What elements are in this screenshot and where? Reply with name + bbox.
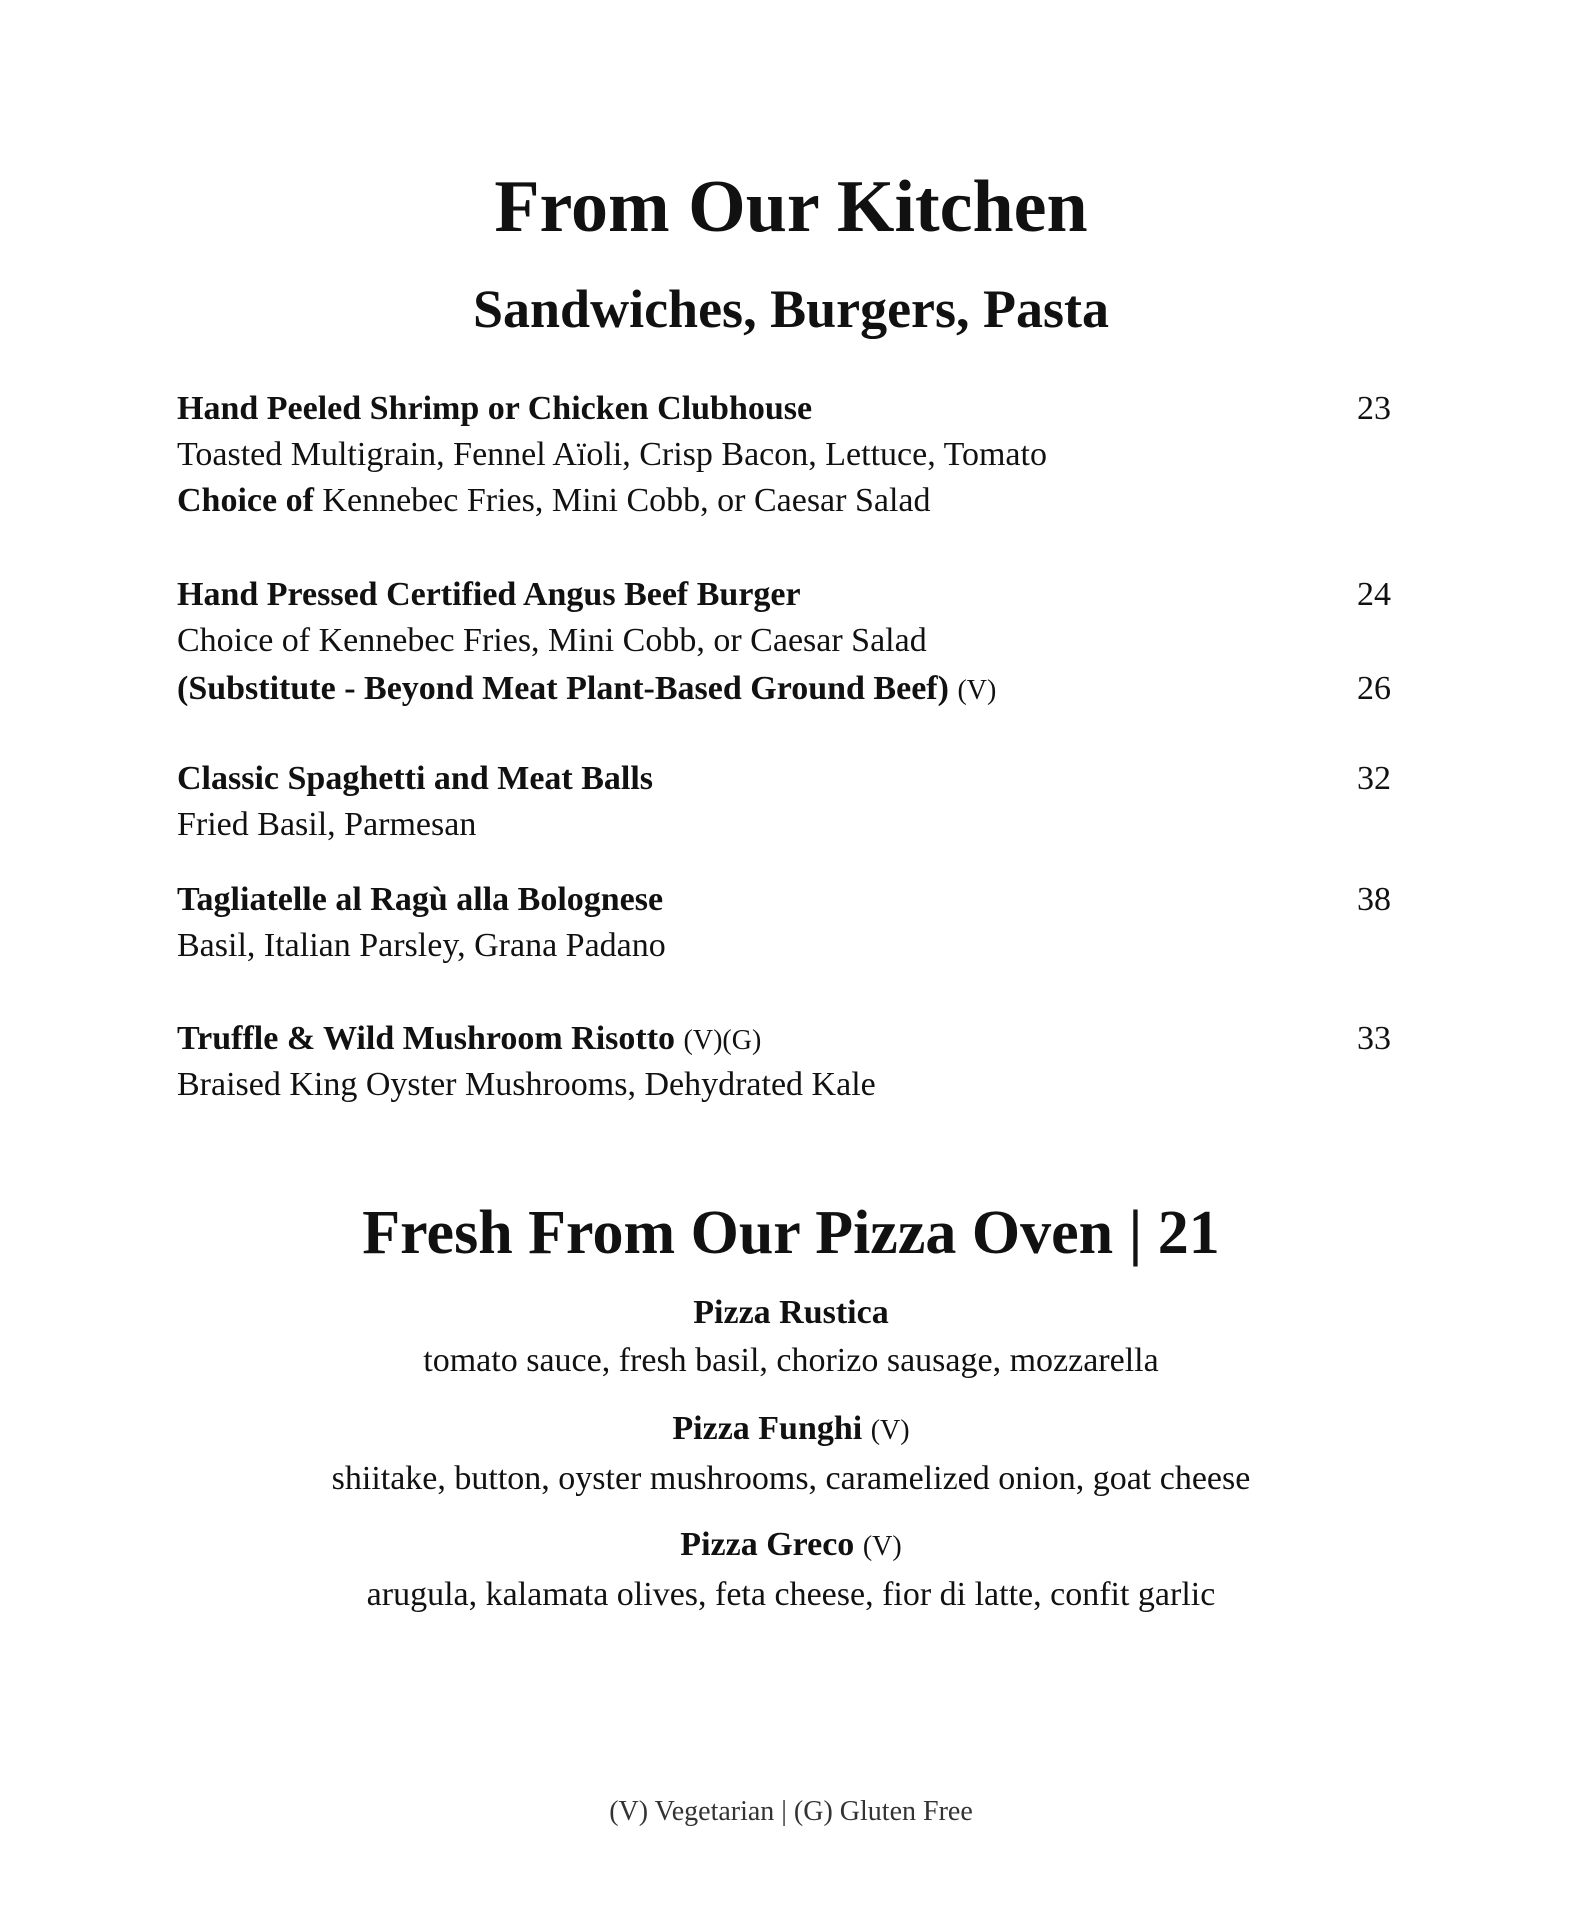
menu-item-name: Hand Peeled Shrimp or Chicken Clubhouse bbox=[177, 390, 813, 427]
pizza-item bbox=[0, 1522, 1582, 1618]
menu-item-header bbox=[177, 756, 1391, 802]
menu-item-name: Truffle & Wild Mushroom Risotto bbox=[177, 1020, 676, 1057]
menu-item-name: Classic Spaghetti and Meat Balls bbox=[177, 760, 654, 797]
menu-item-diet-tag: (V)(G) bbox=[683, 1025, 762, 1056]
pizza-item-description: tomato sauce, fresh basil, chorizo sausage, mozzarella bbox=[423, 1342, 1159, 1379]
choice-text: Kennebec Fries, Mini Cobb, or Caesar Salad bbox=[313, 482, 931, 519]
menu-item-description: Fried Basil, Parmesan bbox=[177, 806, 477, 843]
menu-item-description: Toasted Multigrain, Fennel Aïoli, Crisp Bacon, Lettuce, Tomato bbox=[177, 436, 1047, 473]
menu-item-header bbox=[177, 386, 1391, 432]
substitute-diet-tag: (V) bbox=[957, 675, 997, 706]
pizza-item-diet-tag: (V) bbox=[870, 1415, 910, 1446]
menu-item-description: Basil, Italian Parsley, Grana Padano bbox=[177, 927, 666, 964]
menu-item-price: 33 bbox=[1357, 1020, 1391, 1057]
pizza-item-name: Pizza Funghi bbox=[672, 1410, 863, 1447]
pizza-item bbox=[0, 1406, 1582, 1502]
pizza-item-description: arugula, kalamata olives, feta cheese, fior di latte, confit garlic bbox=[366, 1576, 1216, 1613]
pizza-item-name-line bbox=[0, 1406, 1582, 1454]
menu-item-header bbox=[177, 1016, 1391, 1062]
substitute-name: (Substitute - Beyond Meat Plant-Based Ground Beef) bbox=[177, 670, 949, 707]
menu-item-name: Hand Pressed Certified Angus Beef Burger bbox=[177, 576, 801, 613]
pizza-item-diet-tag: (V) bbox=[862, 1531, 902, 1562]
menu-item-price: 23 bbox=[1357, 390, 1391, 427]
pizza-item-name-line bbox=[0, 1290, 1582, 1336]
pizza-item-description: shiitake, button, oyster mushrooms, caramelized onion, goat cheese bbox=[331, 1460, 1251, 1497]
menu-item-price: 32 bbox=[1357, 760, 1391, 797]
menu-item bbox=[177, 386, 1391, 524]
pizza-item bbox=[0, 1290, 1582, 1384]
menu-item-choice bbox=[177, 478, 1391, 524]
menu-item-header bbox=[177, 877, 1391, 923]
menu-item bbox=[177, 877, 1391, 969]
menu-item bbox=[177, 572, 1391, 712]
pizza-item-name-line bbox=[0, 1522, 1582, 1570]
menu-item-description: Braised King Oyster Mushrooms, Dehydrated Kale bbox=[177, 1066, 876, 1103]
section-title-pizza: Fresh From Our Pizza Oven | 21 bbox=[362, 1199, 1220, 1267]
substitute-price: 26 bbox=[1357, 670, 1391, 707]
pizza-item-name: Pizza Greco bbox=[680, 1526, 855, 1563]
section-title-kitchen: Sandwiches, Burgers, Pasta bbox=[472, 279, 1110, 339]
dietary-legend: (V) Vegetarian | (G) Gluten Free bbox=[609, 1796, 973, 1827]
page-title: From Our Kitchen bbox=[494, 166, 1088, 248]
menu-item-substitute bbox=[177, 666, 1391, 712]
menu-item-description: Choice of Kennebec Fries, Mini Cobb, or Caesar Salad bbox=[177, 622, 927, 659]
menu-item-price: 38 bbox=[1357, 881, 1391, 918]
pizza-item-name: Pizza Rustica bbox=[693, 1294, 889, 1331]
choice-label: Choice of bbox=[177, 482, 314, 519]
menu-item-name: Tagliatelle al Ragù alla Bolognese bbox=[177, 881, 664, 918]
menu-item-price: 24 bbox=[1357, 576, 1391, 613]
menu-item bbox=[177, 1016, 1391, 1108]
menu-item bbox=[177, 756, 1391, 848]
menu-item-header bbox=[177, 572, 1391, 618]
